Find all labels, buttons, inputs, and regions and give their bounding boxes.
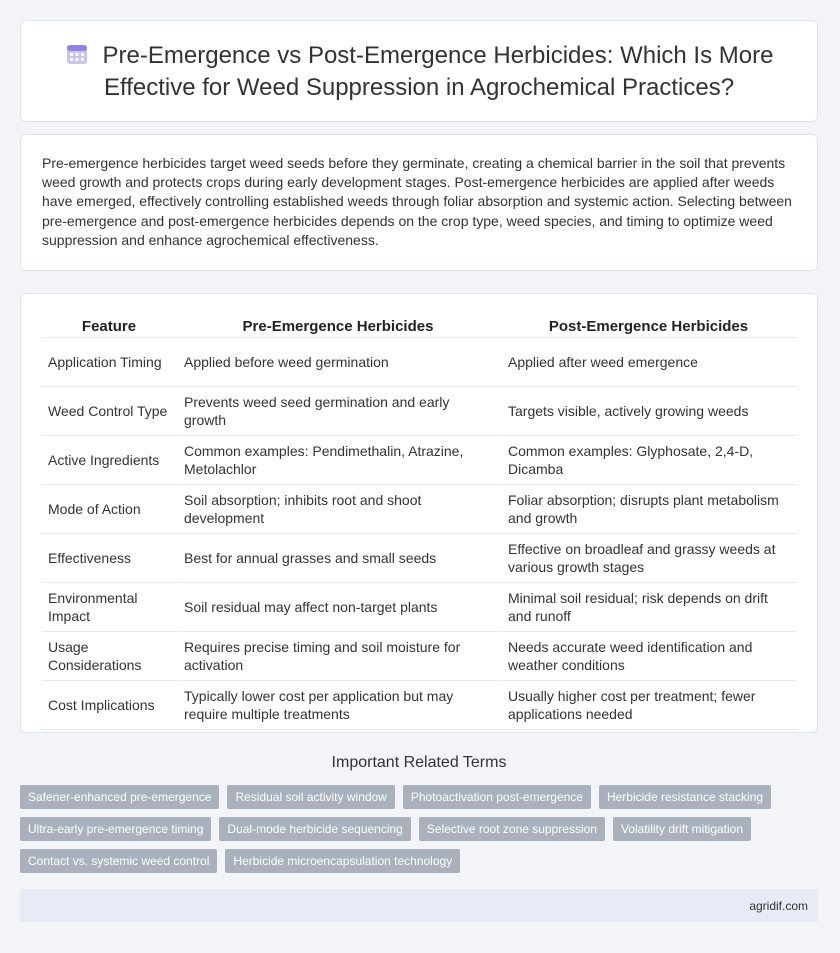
post-cell: Applied after weed emergence	[500, 338, 797, 387]
post-cell: Usually higher cost per treatment; fewer applications needed	[500, 681, 797, 730]
table-row	[42, 534, 797, 583]
pre-cell: Typically lower cost per application but may require multiple treatments	[176, 681, 500, 730]
title-line-2: Effective for Weed Suppression in Agrochemical Practices?	[103, 73, 735, 101]
table-header-row	[42, 312, 797, 338]
related-terms-heading: Important Related Terms	[331, 754, 507, 771]
pre-cell: Best for annual grasses and small seeds	[176, 534, 500, 583]
calendar-icon	[65, 42, 89, 73]
comparison-card	[20, 293, 818, 733]
tag[interactable]: Residual soil activity window	[227, 785, 394, 809]
feature-cell: Application Timing	[42, 338, 176, 387]
title-card	[20, 20, 818, 122]
pre-cell: Common examples: Pendimethalin, Atrazine, Metolachlor	[176, 436, 500, 485]
table-row	[42, 436, 797, 485]
feature-cell: Weed Control Type	[42, 387, 176, 436]
pre-cell: Soil absorption; inhibits root and shoot development	[176, 485, 500, 534]
post-cell: Foliar absorption; disrupts plant metabolism and growth	[500, 485, 797, 534]
tag-list	[20, 785, 818, 873]
intro-card	[20, 134, 818, 271]
table-row	[42, 387, 797, 436]
pre-cell: Soil residual may affect non-target plants	[176, 583, 500, 632]
footer	[20, 889, 818, 922]
table-row	[42, 632, 797, 681]
table-row	[42, 583, 797, 632]
header-feature: Feature	[42, 312, 176, 338]
tag[interactable]: Herbicide microencapsulation technology	[225, 849, 460, 873]
pre-cell: Applied before weed germination	[176, 338, 500, 387]
page-title	[65, 41, 774, 102]
pre-cell: Prevents weed seed germination and early growth	[176, 387, 500, 436]
intro-paragraph: Pre-emergence herbicides target weed seeds before they germinate, creating a chemical barrier in the soil that prevents weed growth and protects crops during early development stages. Post-emergence herbicides are applied after weeds have emerged, effectively controlling established weeds through foliar absorption and systemic action. Selecting between pre-emergence and post-emergence herbicides depends on the crop type, weed species, and timing to optimize weed suppression and enhance agrochemical effectiveness.	[42, 155, 792, 248]
table-row	[42, 485, 797, 534]
tag[interactable]: Safener-enhanced pre-emergence	[20, 785, 219, 809]
post-cell: Minimal soil residual; risk depends on drift and runoff	[500, 583, 797, 632]
post-cell: Common examples: Glyphosate, 2,4-D, Dicamba	[500, 436, 797, 485]
feature-cell: Environmental Impact	[42, 583, 176, 632]
tag[interactable]: Contact vs. systemic weed control	[20, 849, 217, 873]
post-cell: Needs accurate weed identification and weather conditions	[500, 632, 797, 681]
tag[interactable]: Selective root zone suppression	[419, 817, 605, 841]
post-cell: Effective on broadleaf and grassy weeds at various growth stages	[500, 534, 797, 583]
feature-cell: Usage Considerations	[42, 632, 176, 681]
tag[interactable]: Dual-mode herbicide sequencing	[219, 817, 410, 841]
feature-cell: Cost Implications	[42, 681, 176, 730]
header-pre: Pre-Emergence Herbicides	[176, 312, 500, 338]
feature-cell: Mode of Action	[42, 485, 176, 534]
tag[interactable]: Ultra-early pre-emergence timing	[20, 817, 211, 841]
post-cell: Targets visible, actively growing weeds	[500, 387, 797, 436]
tag[interactable]: Photoactivation post-emergence	[403, 785, 591, 809]
footer-site-link[interactable]: agridif.com	[749, 898, 808, 913]
tag[interactable]: Volatility drift mitigation	[613, 817, 751, 841]
header-post: Post-Emergence Herbicides	[500, 312, 797, 338]
table-row	[42, 681, 797, 730]
title-line-1: Pre-Emergence vs Post-Emergence Herbicides: Which Is More	[102, 41, 774, 69]
table-row	[42, 338, 797, 387]
pre-cell: Requires precise timing and soil moisture for activation	[176, 632, 500, 681]
comparison-table	[42, 312, 797, 730]
feature-cell: Effectiveness	[42, 534, 176, 583]
tag[interactable]: Herbicide resistance stacking	[599, 785, 771, 809]
related-terms-section	[20, 754, 818, 873]
feature-cell: Active Ingredients	[42, 436, 176, 485]
